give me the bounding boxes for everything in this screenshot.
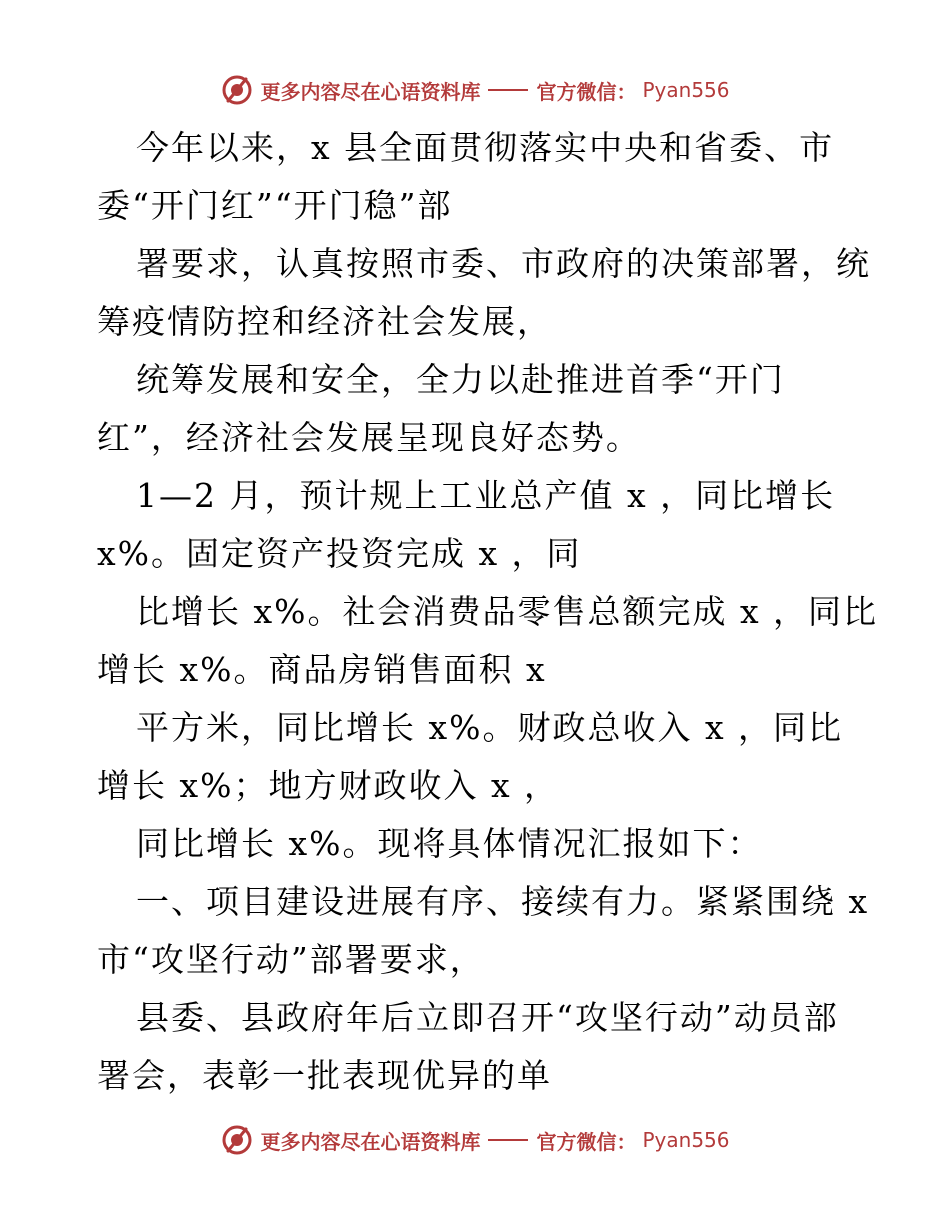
paragraph-1-line-2: 委“开门红”“开门稳”部 bbox=[97, 186, 453, 225]
paragraph-2-line-1: 署要求，认真按照市委、市政府的决策部署，统 bbox=[136, 244, 871, 283]
paragraph-6-line-2: 增长 x%；地方财政收入 x ， bbox=[97, 766, 560, 805]
paragraph-9-line-2: 署会，表彰一批表现优异的单 bbox=[97, 1056, 552, 1095]
paragraph-8-line-2: 市“攻坚行动”部署要求， bbox=[97, 940, 485, 979]
paragraph-7-line-1: 同比增长 x%。现将具体情况汇报如下： bbox=[136, 824, 763, 863]
watermark-dash bbox=[488, 89, 528, 91]
footer-watermark bbox=[0, 1120, 950, 1160]
paragraph-8-line-1: 一、项目建设进展有序、接续有力。紧紧围绕 x bbox=[136, 882, 870, 921]
paragraph-4-line-2: x%。固定资产投资完成 x ，同 bbox=[97, 534, 582, 573]
brush-logo-icon bbox=[220, 1123, 254, 1157]
paragraph-4-line-1: 1—2 月，预计规上工业总产值 x ，同比增长 bbox=[136, 476, 836, 515]
paragraph-3-line-1: 统筹发展和安全，全力以赴推进首季“开门 bbox=[136, 360, 785, 399]
footer-watermark-inner bbox=[220, 1123, 729, 1157]
paragraph-1-line-1: 今年以来，x 县全面贯彻落实中央和省委、市 bbox=[136, 128, 835, 167]
brush-logo-icon bbox=[220, 73, 254, 107]
paragraph-9-line-1: 县委、县政府年后立即召开“攻坚行动”动员部 bbox=[136, 998, 839, 1037]
watermark-official: 官方微信： bbox=[536, 1129, 637, 1154]
header-watermark bbox=[0, 70, 950, 110]
paragraph-5-line-1: 比增长 x%。社会消费品零售总额完成 x ，同比 bbox=[136, 592, 879, 631]
watermark-text: 更多内容尽在心语资料库 bbox=[260, 79, 481, 104]
watermark-dash bbox=[488, 1139, 528, 1141]
header-watermark-inner bbox=[220, 73, 729, 107]
paragraph-3-line-2: 红”，经济社会发展呈现良好态势。 bbox=[97, 418, 641, 457]
watermark-id: Pyan556 bbox=[642, 78, 730, 102]
paragraph-6-line-1: 平方米，同比增长 x%。财政总收入 x ，同比 bbox=[136, 708, 844, 747]
watermark-id: Pyan556 bbox=[642, 1128, 730, 1152]
watermark-official: 官方微信： bbox=[536, 79, 637, 104]
paragraph-2-line-2: 筹疫情防控和经济社会发展， bbox=[97, 302, 552, 341]
paragraph-5-line-2: 增长 x%。商品房销售面积 x bbox=[97, 650, 547, 689]
watermark-text: 更多内容尽在心语资料库 bbox=[260, 1129, 481, 1154]
